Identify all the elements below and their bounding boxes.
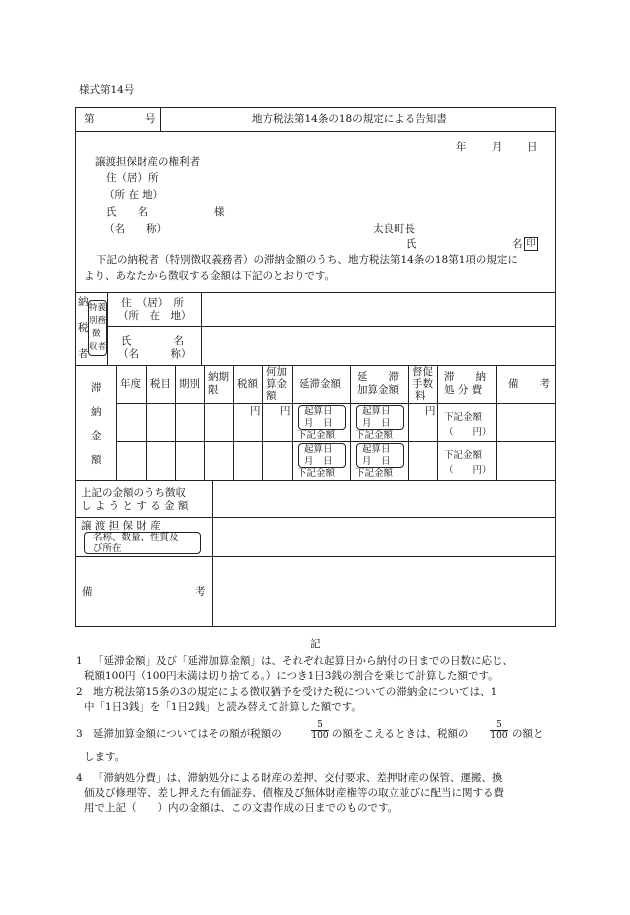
number-label: 第 xyxy=(84,113,95,125)
yen-fee: 円 xyxy=(425,405,436,417)
col-fee-1: 督促 xyxy=(412,366,433,378)
calc-date-month-day: 月 日 xyxy=(304,456,333,467)
note-4-number: 4 xyxy=(76,772,83,784)
form-title: 地方税法第14条の18の規定による告知書 xyxy=(252,113,447,125)
note-3-number: 3 xyxy=(76,728,83,740)
addressee-corp-name: （名 称） xyxy=(104,223,167,235)
note-2-line-1: 地方税法第15条の3の規定による徴収猶予を受けた税についての滞納金については、1 xyxy=(93,686,498,698)
table-side-2: 納 xyxy=(91,406,102,418)
table-side-3: 金 xyxy=(91,430,102,442)
below-amount: 下記金額 xyxy=(355,468,394,479)
col-tax: 税目 xyxy=(150,378,171,390)
col-surcharge-2: 算金 xyxy=(266,378,287,390)
process-below-amount: 下記金額 xyxy=(444,412,483,423)
taxpayer-side-2: 税 xyxy=(78,322,89,334)
note-4-line-3: 用で上記（ ）内の金額は、この文書作成の日までのものです。 xyxy=(84,802,399,814)
calc-date-label: 起算日 xyxy=(304,444,333,455)
note-2-number: 2 xyxy=(76,686,83,698)
col-fee-2: 手数 xyxy=(412,378,433,390)
col-remarks: 備 考 xyxy=(508,378,550,390)
addressee-title: 譲渡担保財産の権利者 xyxy=(95,156,200,168)
note-3-text-a: 延滞加算金額についてはその額が税額の xyxy=(93,728,282,740)
date-month: 月 xyxy=(492,141,503,153)
notes-heading: 記 xyxy=(310,638,321,650)
col-period: 期別 xyxy=(179,378,200,390)
note-1-line-1: 「延滞金額」及び「延滞加算金額」は、それぞれ起算日から納付の日までの日数に応じ、 xyxy=(93,655,513,667)
taxpayer-address-label: 住 （居） 所 xyxy=(121,297,184,309)
form-number: 様式第14号 xyxy=(79,84,135,96)
property-detail-1: 名称、数量、性質及 xyxy=(93,532,179,543)
taxpayer-location-label: （所 在 地） xyxy=(118,310,192,322)
remarks-right: 考 xyxy=(195,586,206,598)
note-3-fraction xyxy=(311,720,329,741)
note-1-line-2: 税額100円（100円未満は切り捨てる。）につき1日3銭の割合を乗じて計算した額です。 xyxy=(84,670,499,682)
fraction-numerator: 5 xyxy=(490,720,508,731)
taxpayer-side-1: 納 xyxy=(78,296,89,308)
calc-date-month-day: 月 日 xyxy=(362,418,391,429)
seal-mark: 印 xyxy=(524,237,538,251)
col-fee-3: 料 xyxy=(415,390,426,402)
remarks-left: 備 xyxy=(82,586,93,598)
col-tax-amount: 税額 xyxy=(237,378,258,390)
calc-date-label: 起算日 xyxy=(304,406,333,417)
yen-surcharge: 円 xyxy=(280,405,291,417)
col-process-2: 処 分 費 xyxy=(444,384,483,396)
col-surcharge-3: 額 xyxy=(266,390,277,402)
calc-date-month-day: 月 日 xyxy=(362,456,391,467)
calc-date-label: 起算日 xyxy=(362,444,391,455)
property-label: 譲 渡 担 保 財 産 xyxy=(81,520,161,532)
table-side-4: 額 xyxy=(91,454,102,466)
addressee-honorific: 様 xyxy=(214,206,225,218)
fraction-denominator: 100 xyxy=(311,731,329,741)
note-1-number: 1 xyxy=(76,655,83,667)
intro-line-1: 下記の納税者（特別徴収義務者）の滞納金額のうち、地方税法第14条の18第1項の規定に xyxy=(96,254,518,266)
calc-date-month-day: 月 日 xyxy=(304,418,333,429)
addressee-name: 氏 名 xyxy=(106,206,148,218)
note-4-line-2: 価及び修理等、差し押えた有価証券、債権及び無体財産権等の取立並びに配当に関する費 xyxy=(84,787,504,799)
below-amount: 下記金額 xyxy=(297,468,336,479)
number-suffix: 号 xyxy=(145,113,156,125)
yen-tax-amount: 円 xyxy=(250,405,261,417)
fraction-numerator: 5 xyxy=(311,720,329,731)
calc-date-label: 起算日 xyxy=(362,406,391,417)
col-delay-add-2: 加算金額 xyxy=(357,384,399,396)
note-3-text-d: します。 xyxy=(84,751,126,763)
taxpayer-bracket-1: 特義 xyxy=(89,303,107,313)
col-due-2: 限 xyxy=(208,384,219,396)
property-detail-2: び所在 xyxy=(93,543,122,554)
below-amount: 下記金額 xyxy=(355,430,394,441)
col-delay-add-1: 延 滞 xyxy=(357,371,399,383)
fraction-denominator: 100 xyxy=(490,731,508,741)
taxpayer-side-3: 者 xyxy=(78,348,89,360)
col-process-1: 滞 納 xyxy=(444,371,486,383)
taxpayer-bracket-2: 別務 xyxy=(89,316,107,326)
issuer-name-left: 氏 xyxy=(406,238,417,250)
intro-line-2: より、あなたから徴収する金額は下記のとおりです。 xyxy=(84,270,336,282)
addressee-address: 住（居）所 xyxy=(106,172,159,184)
process-paren-amount: （ 円） xyxy=(444,427,492,438)
note-3-fraction xyxy=(490,720,508,741)
addressee-location: （所 在 地） xyxy=(104,189,164,201)
taxpayer-bracket-4: 収者 xyxy=(89,342,107,352)
col-due-1: 納期 xyxy=(208,371,229,383)
date-year: 年 xyxy=(456,141,467,153)
below-amount: 下記金額 xyxy=(297,430,336,441)
collect-line-1: 上記の金額のうち徴収 xyxy=(81,487,186,499)
issuer-title: 太良町長 xyxy=(373,223,415,235)
issuer-name-right: 名 xyxy=(512,238,523,250)
table-side-1: 滞 xyxy=(91,382,102,394)
note-2-line-2: 中「1日3銭」を「1日2銭」と読み替えて計算した額です。 xyxy=(84,701,362,713)
taxpayer-name-label: 氏 名 xyxy=(121,335,184,347)
date-day: 日 xyxy=(527,141,538,153)
note-3-text-b: の額をこえるときは、税額の xyxy=(332,728,469,740)
process-paren-amount: （ 円） xyxy=(444,465,492,476)
col-year: 年度 xyxy=(120,378,141,390)
note-3-text-c: の額と xyxy=(512,728,544,740)
collect-line-2: し よ う と す る 金 額 xyxy=(81,500,189,512)
note-4-line-1: 「滞納処分費」は、滞納処分による財産の差押、交付要求、差押財産の保管、運搬、換 xyxy=(93,772,503,784)
taxpayer-corpname-label: （名 称） xyxy=(118,348,192,360)
col-surcharge-1: 何加 xyxy=(266,366,287,378)
process-below-amount: 下記金額 xyxy=(444,450,483,461)
col-delinquency: 延滞金額 xyxy=(299,378,341,390)
taxpayer-bracket-3: 徴 xyxy=(92,329,101,339)
